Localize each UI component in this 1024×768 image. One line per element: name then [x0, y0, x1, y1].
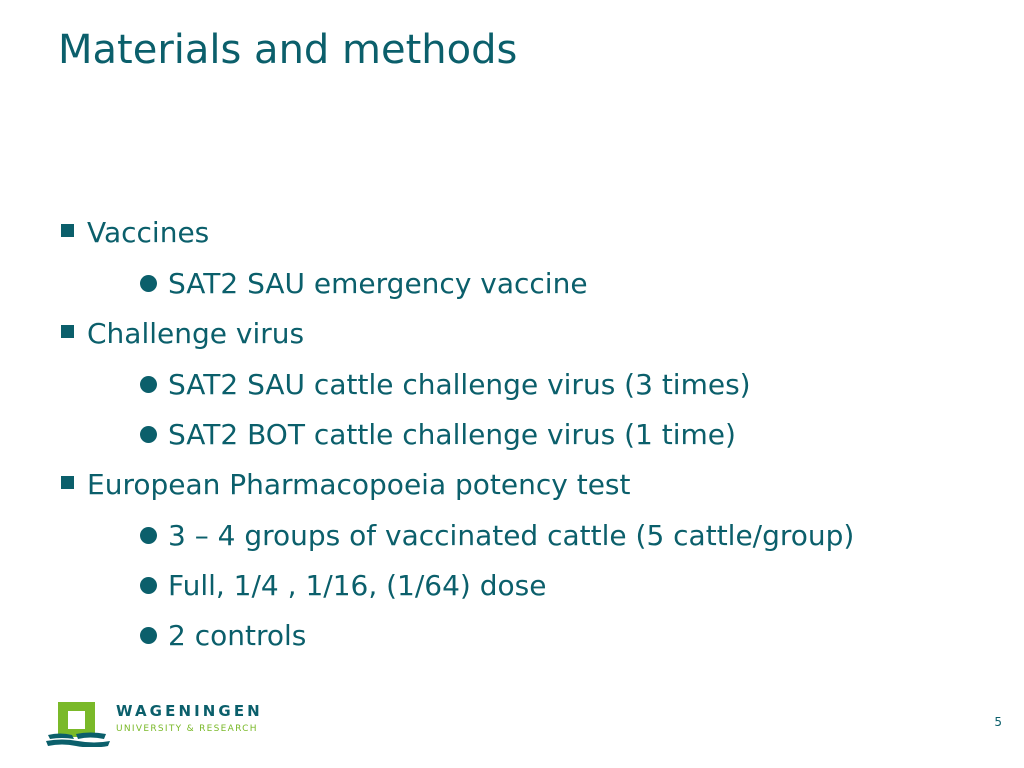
- square-bullet-icon: [61, 476, 74, 489]
- sub-bullet-item: [56, 510, 996, 560]
- sub-bullet-item: [56, 610, 996, 660]
- round-bullet-icon: [140, 577, 157, 594]
- round-bullet-icon: [140, 275, 157, 292]
- sub-bullet-item: [56, 359, 996, 409]
- square-bullet-icon: [61, 325, 74, 338]
- sub-bullet-text: 2 controls: [168, 618, 307, 652]
- sub-bullet-item: [56, 560, 996, 610]
- slide-title: Materials and methods: [58, 27, 518, 73]
- bullet-text: Challenge virus: [87, 317, 305, 350]
- square-bullet-icon: [61, 224, 74, 237]
- sub-bullet-text: SAT2 SAU emergency vaccine: [168, 266, 588, 300]
- bullet-text: Vaccines: [87, 216, 210, 249]
- sub-bullet-text: SAT2 SAU cattle challenge virus (3 times): [168, 367, 751, 401]
- sub-bullet-text: 3 – 4 groups of vaccinated cattle (5 cattle/group): [168, 518, 855, 552]
- round-bullet-icon: [140, 376, 157, 393]
- bullet-list: [56, 207, 996, 660]
- sub-bullet-item: [56, 258, 996, 308]
- round-bullet-icon: [140, 627, 157, 644]
- bullet-text: European Pharmacopoeia potency test: [87, 468, 631, 501]
- sub-bullet-item: [56, 409, 996, 459]
- sub-bullet-text: Full, 1/4 , 1/16, (1/64) dose: [168, 568, 547, 602]
- bullet-item-potency-test: [56, 459, 996, 510]
- logo-subtitle: UNIVERSITY & RESEARCH: [116, 724, 258, 734]
- logo-name: WAGENINGEN: [116, 702, 263, 720]
- wur-logo-icon: [46, 701, 110, 747]
- sub-bullet-text: SAT2 BOT cattle challenge virus (1 time): [168, 417, 736, 451]
- round-bullet-icon: [140, 527, 157, 544]
- bullet-item-challenge-virus: [56, 308, 996, 359]
- page-number: 5: [994, 715, 1002, 729]
- round-bullet-icon: [140, 426, 157, 443]
- bullet-item-vaccines: [56, 207, 996, 258]
- wageningen-logo: [46, 701, 286, 749]
